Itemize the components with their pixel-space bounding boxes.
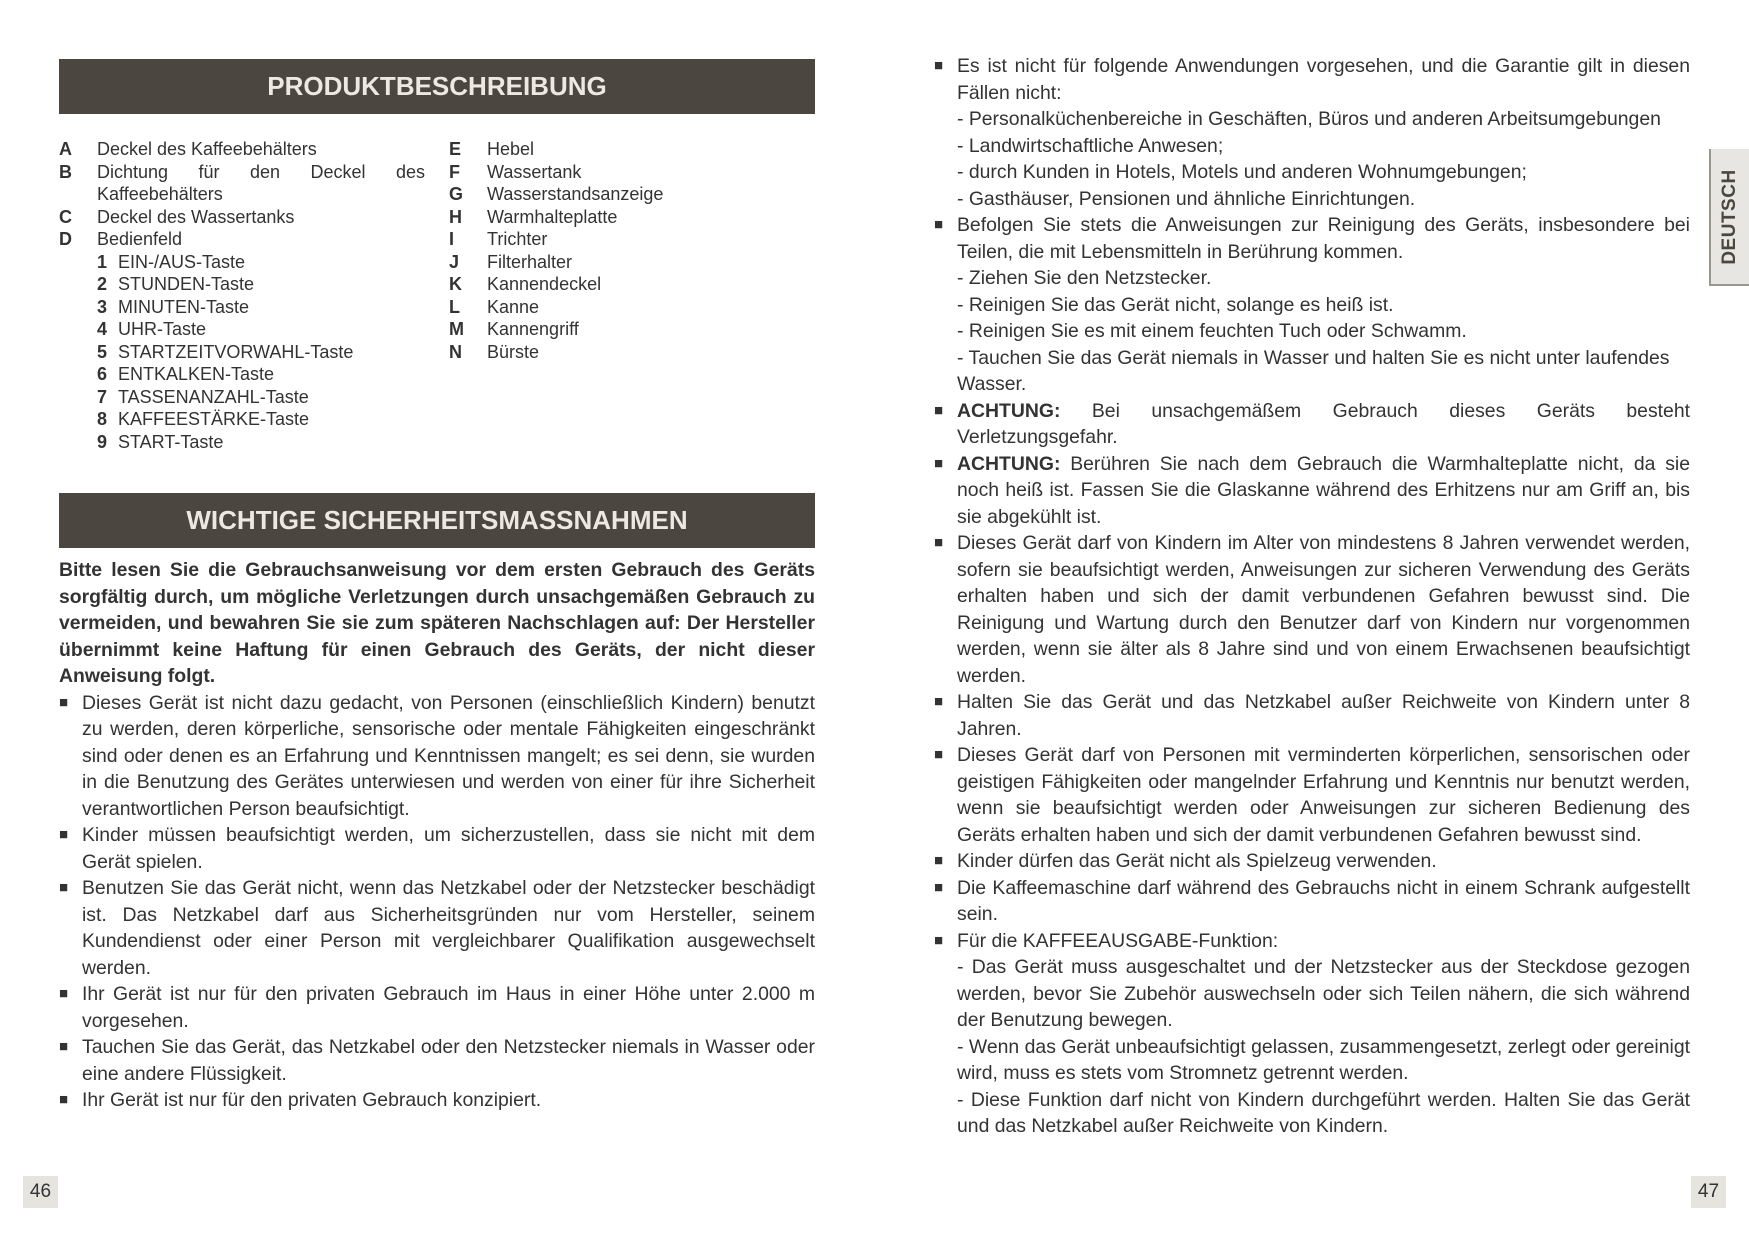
page-number-right: 47: [1691, 1176, 1726, 1208]
sub-item: - Landwirtschaftliche Anwesen;: [957, 134, 1224, 157]
safety-bullet: ■ Benutzen Sie das Gerät nicht, wenn das Netzkabel oder der Netzstecker beschädigt ist. Das Netzkabel darf aus Sicherheitsgründen nur vom Hersteller, seinem Kundendienst oder einer Person mit vergleichbarer Qualifikation ausgewechselt werden.: [59, 877, 815, 979]
sub-item: - durch Kunden in Hotels, Motels und anderen Wohnumgebungen;: [957, 161, 1527, 183]
sub-item: - Wenn das Gerät unbeaufsichtigt gelassen, zusammengesetzt, zerlegt oder gereinigt wird, muss es stets vom Stromnetz getrennt werden.: [957, 1035, 1690, 1084]
sub-item: - Reinigen Sie es mit einem feuchten Tuch oder Schwamm.: [957, 320, 1467, 342]
control-panel-item: 3 MINUTEN-Taste: [97, 296, 250, 317]
safety-column-left: [59, 557, 815, 1114]
safety-bullet: ■ Tauchen Sie das Gerät, das Netzkabel oder den Netzstecker niemals in Wasser oder eine andere Flüssigkeit.: [59, 1036, 815, 1085]
legend-item: C Deckel des Wassertanks: [59, 206, 295, 227]
sub-item: - Tauchen Sie das Gerät niemals in Wasser und halten Sie es nicht unter laufendes Wasser.: [957, 346, 1670, 395]
control-panel-item: 8 KAFFEESTÄRKE-Taste: [97, 409, 310, 429]
safety-bullet: ■ Kinder dürfen das Gerät nicht als Spielzeug verwenden.: [934, 850, 1437, 872]
safety-bullet: ■ Ihr Gerät ist nur für den privaten Gebrauch konzipiert.: [59, 1089, 542, 1111]
control-panel-item: 2 STUNDEN-Taste: [97, 274, 255, 294]
safety-intro: Bitte lesen Sie die Gebrauchsanweisung vor dem ersten Gebrauch des Geräts sorgfältig durch, um mögliche Verletzungen durch unsachgemäßen Gebrauch zu vermeiden, und bewahren Sie sie zum späteren Nachschlagen auf: Der Hersteller übernimmt keine Haftung für einen Gebrauch des Geräts, der nicht dieser Anweisung folgt.: [59, 559, 815, 687]
sub-item: - Das Gerät muss ausgeschaltet und der Netzstecker aus der Steckdose gezogen werden, bevor Sie Zubehör auswechseln oder sich Teilen nähern, die sich während der Benutzung bewegen.: [957, 956, 1690, 1031]
legend-right-column: [449, 138, 749, 363]
safety-bullet: ■ Dieses Gerät darf von Kindern im Alter von mindestens 8 Jahren verwendet werden, sofern sie beaufsichtigt werden, Anweisungen zur sicheren Verwendung des Geräts erhalten haben und sich der damit verbundenen Gefahren bewusst sind. Die Reinigung und Wartung durch den Benutzer darf von Kindern nur vorgenommen werden, wenn sie älter als 8 Jahre sind und von einem Erwachsenen beaufsichtigt werden.: [934, 532, 1690, 687]
product-description-heading: PRODUKTBESCHREIBUNG: [59, 59, 815, 114]
legend-left-column: [59, 138, 425, 453]
safety-bullet: ■ Ihr Gerät ist nur für den privaten Gebrauch im Haus in einer Höhe unter 2.000 m vorgesehen.: [59, 983, 815, 1032]
control-panel-item: 4 UHR-Taste: [97, 319, 207, 339]
sub-item: - Personalküchenbereiche in Geschäften, Büros und anderen Arbeitsumgebungen: [957, 108, 1661, 130]
legend-item: K Kannendeckel: [449, 274, 602, 294]
safety-bullet: ■ Befolgen Sie stets die Anweisungen zur Reinigung des Geräts, insbesondere bei Teilen, die mit Lebensmitteln in Berührung kommen. - Ziehen Sie den Netzstecker. - Reinigen Sie das Gerät nicht, solange es heiß ist. - Reinigen Sie es mit einem feuchten Tuch oder Schwamm. - Tauchen Sie das Gerät niemals in Wasser und halten Sie es nicht unter laufendes Wasser.: [934, 212, 1690, 398]
language-tab: DEUTSCH: [1709, 149, 1749, 286]
safety-heading: WICHTIGE SICHERHEITSMASSNAHMEN: [59, 493, 815, 548]
legend-item: B Dichtung für den Deckel des Kaffeebehälters: [59, 161, 425, 204]
warning-label: ACHTUNG:: [957, 399, 1061, 422]
control-panel-item: 7 TASSENANZAHL-Taste: [97, 386, 309, 407]
legend-item: M Kannengriff: [449, 319, 579, 339]
warning-label: ACHTUNG:: [957, 452, 1061, 475]
safety-bullet: ■ Es ist nicht für folgende Anwendungen vorgesehen, und die Garantie gilt in diesen Fällen nicht: - Personalküchenbereiche in Geschäften, Büros und anderen Arbeitsumgebungen - Landwirtschaftliche Anwesen; - durch Kunden in Hotels, Motels und anderen Wohnumgebungen; - Gasthäuser, Pensionen und ähnliche Einrichtungen.: [934, 53, 1690, 212]
safety-bullet: ■ Die Kaffeemaschine darf während des Gebrauchs nicht in einem Schrank aufgestellt sein.: [934, 876, 1690, 925]
legend-item: F Wassertank: [449, 161, 582, 182]
page-number-left: 46: [23, 1176, 58, 1208]
legend-item: J Filterhalter: [449, 251, 573, 272]
safety-bullet: ■ Halten Sie das Gerät und das Netzkabel außer Reichweite von Kindern unter 8 Jahren.: [934, 691, 1690, 740]
safety-bullet: ■ Dieses Gerät ist nicht dazu gedacht, von Personen (einschließlich Kindern) benutzt zu werden, deren körperliche, sensorische oder mentale Fähigkeiten eingeschränkt sind oder denen es an Erfahrung und Kenntnissen mangelt; es sei denn, sie wurden in die Benutzung des Gerätes unterwiesen und werden von einer für ihre Sicherheit verantwortlichen Person beaufsichtigt.: [59, 691, 815, 820]
safety-bullet: ■ Für die KAFFEEAUSGABE-Funktion: - Das Gerät muss ausgeschaltet und der Netzstecker aus der Steckdose gezogen werden, bevor Sie Zubehör auswechseln oder sich Teilen nähern, die sich während der Benutzung bewegen. - Wenn das Gerät unbeaufsichtigt gelassen, zusammengesetzt, zerlegt oder gereinigt wird, muss es stets vom Stromnetz getrennt werden. - Diese Funktion darf nicht von Kindern durchgeführt werden. Halten Sie das Gerät und das Netzkabel außer Reichweite von Kindern.: [934, 928, 1690, 1140]
legend-item: A Deckel des Kaffeebehälters: [59, 139, 317, 159]
control-panel-item: 6 ENTKALKEN-Taste: [97, 364, 275, 384]
control-panel-item: 1 EIN-/AUS-Taste: [97, 251, 246, 272]
legend-item: L Kanne: [449, 296, 540, 317]
safety-bullet: ■ ACHTUNG: Bei unsachgemäßem Gebrauch dieses Geräts besteht Verletzungsgefahr.: [934, 399, 1690, 448]
legend-item: I Trichter: [449, 229, 548, 249]
control-panel-item: 9 START-Taste: [97, 431, 224, 452]
safety-bullet: ■ Dieses Gerät darf von Personen mit verminderten körperlichen, sensorischen oder geistigen Fähigkeiten oder mangelnder Erfahrung und Kenntnis nur benutzt werden, wenn sie beaufsichtigt werden oder Anweisungen zur sicheren Bedienung des Geräts erhalten haben und sich der damit verbundenen Gefahren bewusst sind.: [934, 744, 1690, 846]
legend-item: N Bürste: [449, 341, 540, 362]
legend-item: E Hebel: [449, 139, 535, 159]
sub-item: - Reinigen Sie das Gerät nicht, solange es heiß ist.: [957, 293, 1394, 316]
safety-bullet: ■ Kinder müssen beaufsichtigt werden, um sicherzustellen, dass sie nicht mit dem Gerät spielen.: [59, 824, 815, 873]
safety-column-right: [934, 53, 1690, 1140]
sub-item: - Gasthäuser, Pensionen und ähnliche Einrichtungen.: [957, 187, 1416, 210]
legend-item: H Warmhalteplatte: [449, 206, 618, 227]
sub-item: - Ziehen Sie den Netzstecker.: [957, 267, 1212, 289]
legend-item: D Bedienfeld: [59, 229, 183, 249]
legend-item: G Wasserstandsanzeige: [449, 184, 664, 204]
safety-bullet: ■ ACHTUNG: Berühren Sie nach dem Gebrauch die Warmhalteplatte nicht, da sie noch heiß ist. Fassen Sie die Glaskanne während des Erhitzens nur am Griff an, bis sie abgekühlt ist.: [934, 452, 1690, 528]
control-panel-item: 5 STARTZEITVORWAHL-Taste: [97, 341, 354, 362]
sub-item: - Diese Funktion darf nicht von Kindern durchgeführt werden. Halten Sie das Gerät und das Netzkabel außer Reichweite von Kindern.: [957, 1088, 1690, 1137]
